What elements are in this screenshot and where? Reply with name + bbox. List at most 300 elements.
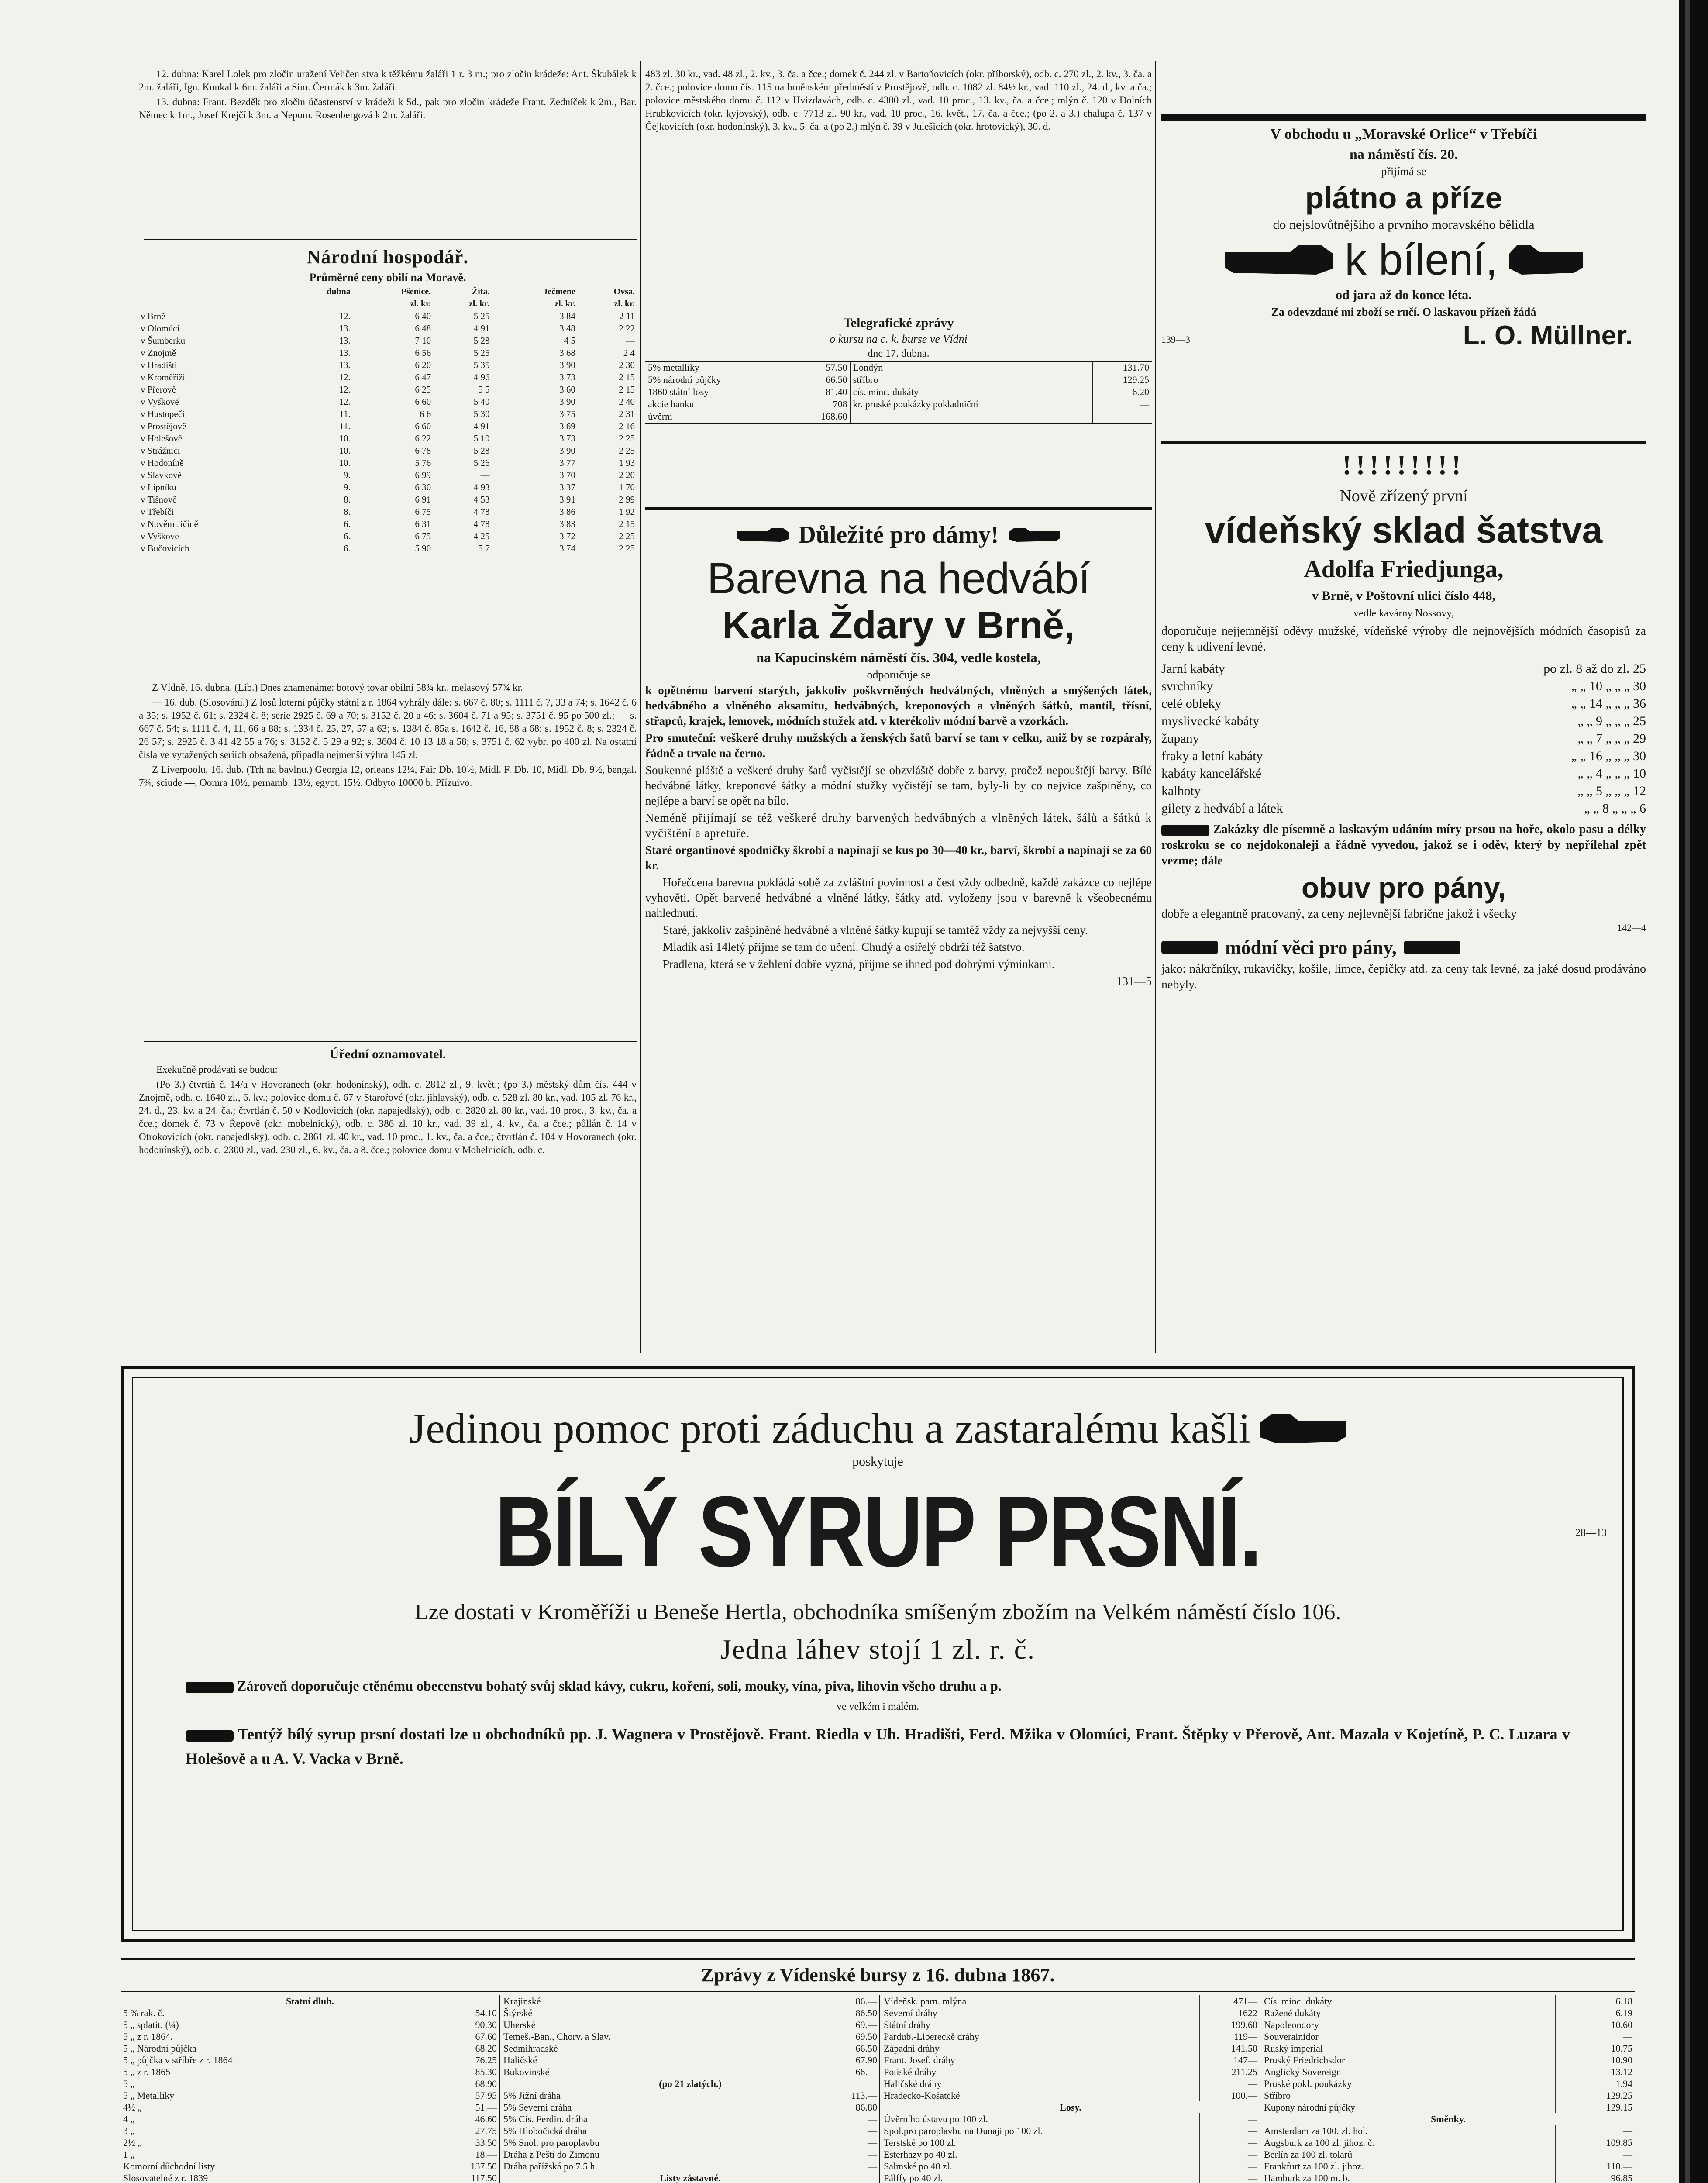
bursa-value: 10.75: [1556, 2042, 1635, 2054]
grain-cell: 4 93: [473, 482, 490, 492]
syrup-sellers: Tentýž bílý syrup prsní dostati lze u obchodníků pp. J. Wagnera v Prostějově. Frant. Riedla v Uh. Hradišti, Ferd. Mžika v Olomúci, Frant. Štěpky v Přerově, Ant. Mazala v Kojetíně, P. C. Luzara v Holešově a u A. V. Vacka v Brně.: [186, 1725, 1570, 1767]
bursa-row: [121, 2066, 499, 2078]
binding-strip: [1679, 0, 1708, 2183]
bursa-label: 5 „ půjčka v stříbře z r. 1864: [123, 2055, 233, 2066]
grain-cell: 13.: [339, 348, 351, 358]
bursa-label: 1 „: [123, 2149, 135, 2160]
orlice-line5: do nejslovůtnějšího a prvního moravského bělidla: [1273, 217, 1535, 232]
bursa-value: 211.25: [1199, 2066, 1260, 2078]
grain-col-head: Žita.: [472, 287, 490, 296]
silk-p8: Mladík asi 14letý přijme se tam do učení. Chudý a osiřelý obdrží též šatstvo.: [663, 940, 1025, 954]
bursa-label: Terstské po 100 zl.: [884, 2137, 956, 2148]
grain-cell: 3 91: [559, 494, 575, 505]
telegraph-cell: 131.70: [1123, 362, 1149, 373]
grain-row: [139, 408, 637, 420]
grain-city: v Brně: [141, 311, 165, 321]
pointing-hand-icon: [737, 526, 789, 544]
grain-cell: 13.: [339, 360, 351, 370]
grain-cell: 10.: [339, 458, 351, 468]
grain-cell: 12.: [339, 396, 351, 407]
bursa-value: —: [1556, 2125, 1635, 2137]
grain-row: [139, 420, 637, 432]
bursa-row: [1262, 2149, 1635, 2160]
pointing-hand-icon: [1225, 242, 1334, 277]
bursa-row: [882, 2160, 1260, 2172]
bursa-row: [121, 2090, 499, 2101]
bursa-value: 68.90: [418, 2078, 499, 2090]
bursa-value: —: [1199, 2113, 1260, 2125]
official-title: Úřední oznamovatel.: [329, 1047, 446, 1061]
bursa-label: Hradecko-Košatcké: [884, 2090, 960, 2101]
grain-col-head: Ovsa.: [613, 287, 635, 296]
bursa-label: Temeš.-Ban., Chorv. a Slav.: [503, 2031, 610, 2042]
price-item: Jarní kabáty: [1161, 661, 1225, 676]
bursa-value: —: [1199, 2160, 1260, 2172]
bursa-label: Slosovatelné z r. 1839: [123, 2173, 208, 2183]
grain-city: v Nověm Jičíně: [141, 519, 198, 529]
orlice-name: L. O. Müllner.: [1463, 320, 1633, 351]
divider: [1161, 441, 1646, 444]
bursa-label: Úvěrního ústavu po 100 zl.: [884, 2114, 988, 2124]
bursa-row: [882, 2172, 1260, 2183]
bursa-label: Augsburk za 100 zl. jihoz. č.: [1264, 2137, 1374, 2148]
bursa-value: 113.—: [797, 2090, 879, 2101]
official-sub: Exekučně prodávati se budou:: [156, 1064, 278, 1075]
grain-cell: 3 83: [559, 519, 575, 529]
grain-cell: 2 4: [623, 348, 635, 358]
bursa-value: 76.25: [418, 2054, 499, 2066]
bursa-row: [1262, 2172, 1635, 2183]
syrup-ref: 28—13: [1575, 1527, 1607, 1539]
grain-cell: 4 5: [564, 335, 575, 346]
bursa-label: Dráha pařížská po 7.5 h.: [503, 2161, 598, 2172]
grain-cell: 6 78: [415, 445, 431, 456]
bursa-value: —: [797, 2125, 879, 2137]
grain-cell: 3 90: [559, 396, 575, 407]
bursa-label: 2½ „: [123, 2137, 142, 2148]
grain-row: [139, 542, 637, 554]
grain-cell: 4 91: [473, 323, 490, 334]
friedjung-address: v Brně, v Poštovní ulici číslo 448,: [1312, 589, 1495, 603]
price-item: celé obleky: [1161, 696, 1222, 711]
telegraph-cell: 5% národní půjčky: [645, 374, 791, 386]
bursa-value: 129.15: [1556, 2101, 1635, 2113]
grain-col-head: Pšenice.: [401, 287, 431, 296]
bursa-value: 1622: [1199, 2007, 1260, 2019]
grain-cell: 6 22: [415, 433, 431, 444]
grain-city: v Vyškove: [141, 531, 179, 541]
divider-thick: [645, 507, 1152, 510]
grain-cell: 5 7: [478, 543, 490, 554]
grain-cell: 3 90: [559, 360, 575, 370]
bursa-row: [501, 2031, 879, 2042]
bursa-label: 5% Jižní dráha: [503, 2090, 561, 2101]
grain-cell: 3 72: [559, 531, 575, 541]
grain-cell: 3 84: [559, 311, 575, 321]
price-row: [1161, 747, 1646, 765]
bursa-row: [121, 2137, 499, 2149]
telegraph-row: [645, 374, 1152, 386]
bursa-value: 6.18: [1556, 1995, 1635, 2007]
price-item: gilety z hedvábí a látek: [1161, 801, 1283, 816]
bursa-value: 1.94: [1556, 2078, 1635, 2090]
grain-row: [139, 310, 637, 322]
bursa-row: [121, 2101, 499, 2113]
grain-cell: 1 70: [619, 482, 635, 492]
telegraph-title: Telegrafické zprávy: [843, 316, 954, 330]
grain-cell: 11.: [339, 421, 351, 431]
bursa-row: [1262, 1995, 1635, 2007]
grain-cell: 3 68: [559, 348, 575, 358]
bleaching-ad: [1161, 124, 1646, 439]
syrup-line1: Jedinou pomoc proti záduchu a zastaralému kašli: [409, 1405, 1250, 1452]
grain-cell: 6 30: [415, 482, 431, 492]
price-item: župany: [1161, 731, 1199, 746]
bursa-value: 27.75: [418, 2125, 499, 2137]
price-row: [1161, 695, 1646, 713]
grain-city: v Třebíči: [141, 506, 174, 517]
price-range: po zl. 8 až do zl. 25: [1543, 661, 1646, 676]
bursa-value: 69.—: [797, 2019, 879, 2031]
official-text: (Po 3.) čtvrtiň č. 14/a v Hovoranech (okr. hodonínský), odh. c. 2812 zl., 9. květ.; (po 3.) městský dům čís. 444 v Znojmě, odh. c. 1640 zl., 6. kv.; polovice domu č. 67 v Starořové (okr. jihlavský), odb. c. 528 zl. 80 kr., vad. 105 zl. 76 kr., 24. d., 23. kv. a 24. ča.; čtvrtlán č. 50 v Kodlovicích (okr. napajedlský), odb. c. 2820 zl. 80 kr., vad. 10 proc., 3. kv., ča. a čce.; domek č. 73 v Řepově (okr. mobelnický), odb. c. 386 zl. 10 kr., vad. 39 zl., 4. kv., ča. a čce.; půllán č. 14 v Otrokovicích (okr. napajedlský), odb. c. 2861 zl. 40 kr., vad. 10 proc., 1. kv., ča. a čce.; čtvrtlán č. 104 v Hovoranech (okr. hodonínský), odb. c. 2300 zl., vad. 230 zl., 6. kv., ča. a 8. čce.; polovice domu v Mohelnicích, odb. c.: [139, 1079, 637, 1155]
bursa-row: [501, 2172, 879, 2183]
telegraph-cell: 1860 státní losy: [645, 386, 791, 398]
grain-cell: 3 90: [559, 445, 575, 456]
bursa-row: [501, 2066, 879, 2078]
grain-row: [139, 506, 637, 518]
grain-cell: 10.: [339, 433, 351, 444]
grain-row: [139, 469, 637, 481]
economy-reports: [139, 681, 637, 1057]
bursa-row: [1262, 2090, 1635, 2101]
grain-cell: 4 91: [473, 421, 490, 431]
orlice-line1: V obchodu u „Moravské Orlice“ v Třebíči: [1270, 126, 1537, 142]
divider: [121, 1958, 1635, 1960]
orlice-line7: od jara až do konce léta.: [1336, 288, 1472, 302]
bursa-value: —: [1556, 2149, 1635, 2160]
telegraph-row: [645, 398, 1152, 410]
exclaim-row: !!!!!!!!!: [1342, 449, 1465, 480]
bursa-label: Pardub.-Libereckě dráhy: [884, 2031, 979, 2042]
court-reports: [139, 68, 637, 251]
telegraph-row: [645, 361, 1152, 374]
grain-cell: 2 16: [619, 421, 635, 431]
bursa-label: Pruský Friedrichsdor: [1264, 2055, 1345, 2066]
grain-row: [139, 396, 637, 408]
bursa-label: 5 „: [123, 2078, 135, 2089]
grain-col-head: dubna: [327, 287, 351, 296]
bursa-row: [1262, 2137, 1635, 2149]
price-row: [1161, 678, 1646, 695]
price-item: kabáty kancelářské: [1161, 766, 1262, 781]
grain-row: [139, 444, 637, 457]
grain-city: v Olomúci: [141, 323, 180, 334]
silk-p2: Pro smuteční: veškeré druhy mužských a ženských šatů barví se tam v celku, aniž by se rozpáraly, řádně a trvale na černo.: [645, 731, 1152, 760]
grain-cell: 6 60: [415, 421, 431, 431]
bursa-label: 4½ „: [123, 2102, 142, 2113]
grain-row: [139, 481, 637, 493]
price-range: „ „ 16 „ „ „ 30: [1571, 749, 1646, 763]
friedjung-name: Adolfa Friedjunga,: [1304, 556, 1504, 583]
grain-unit-row: [139, 298, 637, 310]
bursa-label: Berlín za 100 zl. tolarů: [1264, 2149, 1353, 2160]
bursa-value: 109.85: [1556, 2137, 1635, 2149]
bursa-row: [121, 2113, 499, 2125]
bursa-label: 5 „ Národní půjčka: [123, 2043, 196, 2054]
bursa-row: [1262, 2042, 1635, 2054]
syrup-title: BÍLÝ SYRUP PRSNÍ.: [495, 1475, 1261, 1587]
bursa-label: 5 % rak. č.: [123, 2007, 165, 2018]
bursa-value: 68.20: [418, 2042, 499, 2054]
bursa-label: Ruský imperial: [1264, 2043, 1323, 2054]
telegraph-date: dne 17. dubna.: [868, 348, 930, 359]
bursa-row: [501, 2054, 879, 2066]
bursa-label: Dráha z Pešti do Zimonu: [503, 2149, 599, 2160]
grain-cell: 6 20: [415, 360, 431, 370]
grain-cell: 6 56: [415, 348, 431, 358]
bursa-value: 54.10: [418, 2007, 499, 2019]
grain-cell: 9.: [344, 482, 351, 492]
pointing-hand-icon: [1161, 941, 1218, 954]
bursa-value: 18.—: [418, 2149, 499, 2160]
bursa-label: 5% Cís. Ferdin. dráha: [503, 2114, 588, 2124]
price-row: [1161, 660, 1646, 678]
silk-p9: Pradlena, která se v žehlení dobře vyzná, přijme se ihned pod dobrými výminkami.: [663, 957, 1055, 971]
grain-cell: 5 28: [473, 335, 490, 346]
silk-p7: Staré, jakkoliv zašpiněné hedvábné a vlněné šátky kupují se tamtéž vždy za nejvyšší ceny.: [663, 923, 1088, 937]
bursa-row: [1262, 2066, 1635, 2078]
grain-cell: —: [480, 470, 490, 480]
telegraph-section: [645, 314, 1152, 506]
bursa-heading: (po 21 zlatých.): [659, 2078, 722, 2089]
grain-cell: 5 28: [473, 445, 490, 456]
orlice-line4: plátno a příze: [1305, 181, 1502, 215]
bursa-value: —: [1556, 2031, 1635, 2042]
price-row: [1161, 730, 1646, 747]
divider: [144, 239, 637, 240]
grain-unit-head: zl. kr.: [614, 299, 635, 309]
telegraph-cell: [850, 410, 1093, 423]
telegraph-sub: o kursu na c. k. burse ve Vídni: [830, 333, 968, 345]
bursa-label: 5 „ z r. 1865: [123, 2066, 171, 2077]
grain-cell: 2 15: [619, 384, 635, 395]
pointing-hand-icon: [1161, 825, 1209, 836]
price-row: [1161, 782, 1646, 800]
friedjung-title: vídeňský sklad šatstva: [1205, 510, 1603, 551]
bursa-heading: Listy zástavné.: [660, 2173, 721, 2183]
bursa-row: [882, 1995, 1260, 2007]
telegraph-table: [645, 361, 1152, 424]
silk-ref: 131—5: [1116, 974, 1152, 988]
bursa-row: [501, 2090, 879, 2101]
telegraph-cell: akcie banku: [645, 398, 791, 410]
price-row: [1161, 713, 1646, 730]
column-separator: [499, 1995, 500, 2183]
grain-cell: 3 60: [559, 384, 575, 395]
syrup-also2: ve velkém i malém.: [836, 1701, 919, 1712]
price-list: [1161, 660, 1646, 817]
bursa-label: Severní dráhy: [884, 2007, 937, 2018]
syrup-also: Zároveň doporučuje ctěnému obecenstvu bohatý svůj sklad kávy, cukru, koření, soli, mouky, vína, piva, lihovin všeho druhu a p.: [237, 1678, 1002, 1694]
grain-unit-head: zl. kr.: [410, 299, 431, 309]
bursa-label: Souverainidor: [1264, 2031, 1319, 2042]
bursa-row: [882, 2066, 1260, 2078]
friedjung-new: Nově zřízený první: [1340, 487, 1468, 505]
bursa-label: Pálffy po 40 zl.: [884, 2173, 943, 2183]
bursa-label: Hamburk za 100 m. b.: [1264, 2173, 1350, 2183]
bursa-label: 5 „ Metalliky: [123, 2090, 175, 2101]
grain-cell: 4 25: [473, 531, 490, 541]
telegraph-cell: 168.60: [791, 410, 850, 423]
economy-subtitle: Průměrné ceny obilí na Moravě.: [309, 271, 466, 284]
grain-cell: 8.: [344, 494, 351, 505]
bursa-value: 199.60: [1199, 2019, 1260, 2031]
bursa-label: 5 „ z r. 1864.: [123, 2031, 173, 2042]
bursa-value: 51.—: [418, 2101, 499, 2113]
grain-cell: 6 6: [419, 409, 431, 419]
grain-cell: 5 30: [473, 409, 490, 419]
price-range: „ „ 14 „ „ „ 36: [1571, 696, 1646, 711]
bursa-value: —: [797, 2160, 879, 2172]
grain-row: [139, 530, 637, 542]
grain-city: v Vyškově: [141, 396, 179, 407]
bursa-label: Komorní důchodní listy: [123, 2161, 215, 2172]
grain-header-row: [139, 286, 637, 298]
grain-row: [139, 371, 637, 383]
grain-city: v Hodoníně: [141, 458, 184, 468]
silk-dyeing-ad: [645, 515, 1152, 1351]
grain-unit-head: zl. kr.: [554, 299, 575, 309]
grain-city: v Holešově: [141, 433, 183, 444]
bursa-row: [121, 2125, 499, 2137]
telegraph-cell: 81.40: [791, 386, 850, 398]
bursa-label: Kupony národní půjčky: [1264, 2102, 1355, 2113]
bursa-row: [882, 2113, 1260, 2125]
bursa-row: [882, 2090, 1260, 2101]
pointing-hand-icon: [186, 1682, 234, 1693]
bursa-label: Bukovinské: [503, 2066, 550, 2077]
grain-cell: 4 78: [473, 519, 490, 529]
price-row: [1161, 800, 1646, 817]
bursa-label: Haličské dráhy: [884, 2078, 942, 2089]
grain-cell: 2 25: [619, 543, 635, 554]
bursa-row: [501, 2101, 879, 2113]
grain-city: v Slavkově: [141, 470, 182, 480]
silk-address: na Kapucinském náměstí čís. 304, vedle kostela,: [756, 650, 1041, 665]
grain-cell: 2 99: [619, 494, 635, 505]
bursa-label: Anglický Sovereign: [1264, 2066, 1341, 2077]
grain-cell: 3 77: [559, 458, 575, 468]
bursa-label: Západní dráhy: [884, 2043, 940, 2054]
grain-cell: 2 40: [619, 396, 635, 407]
grain-row: [139, 322, 637, 334]
bursa-value: 147—: [1199, 2054, 1260, 2066]
friedjung-orders: Zakázky dle písemně a laskavým udáním míry prsou na hoře, okolo pasu a délky roskroku se co nejdokonaleji a řádně vyvedou, jakož se i oděv, který by nepřílehal zpět vezme; dále: [1161, 823, 1646, 868]
auction-text: 483 zl. 30 kr., vad. 48 zl., 2. kv., 3. ča. a čce.; domek č. 244 zl. v Bartoňovicích (okr. příborský), odb. c. 270 zl., 2. kv., 3. ča. a 2. čce.; polovice domu čís. 115 na brněnském předměstí v Prostějově, odb. c. 1082 zl. 84½ kr., vad. 110 zl., 24. d., kv. a ča.; polovice městského domu č. 112 v Hvizdavách, odb. c. 4300 zl., vad. 10 proc., 13. kv., ča. a čce.; mlýn č. 120 v Dolních Hrubkovicích (okr. kyjovský), odb. c. 7713 zl. 90 kr., vad. 10 proc., 16. květ., 17. ča. a čce.; (po 2. a 3.) chalupa č. 137 v Čejkovicích (okr. hodonínský), 3. kv., 5. ča. a (po 2.) mlýn č. 39 v Julešicích (okr. hrotovický), 30. d.: [645, 69, 1152, 132]
important-banner: [645, 515, 1152, 554]
bursa-row: [882, 2137, 1260, 2149]
bursa-value: 90.30: [418, 2019, 499, 2031]
bursa-value: —: [1199, 2172, 1260, 2183]
bursa-label: Frant. Josef. dráhy: [884, 2055, 955, 2066]
silk-p4: Neméně přijímají se též veškeré druhy barvených hedvábných a vlněných látek, šálů a šátků k vyčištění a apretuře.: [645, 811, 1152, 840]
bursa-title: Zprávy z Vídenské bursy z 16. dubna 1867.: [701, 1964, 1055, 1986]
telegraph-cell: kr. pruské poukázky pokladniční: [850, 398, 1093, 410]
bursa-row: [121, 2149, 499, 2160]
telegraph-cell: 66.50: [791, 374, 850, 386]
grain-cell: 1 92: [619, 506, 635, 517]
grain-cell: 3 69: [559, 421, 575, 431]
orlice-line2: na náměstí čís. 20.: [1350, 146, 1458, 162]
silk-title-2: Karla Ždary v Brně,: [722, 603, 1075, 647]
bursa-value: 129.25: [1556, 2090, 1635, 2101]
grain-city: v Lipníku: [141, 482, 177, 492]
price-range: „ „ 8 „ „ „ 6: [1584, 801, 1646, 816]
grain-cell: 2 15: [619, 372, 635, 382]
grain-cell: 2 22: [619, 323, 635, 334]
bursa-row: [1262, 2113, 1635, 2125]
bursa-row: [121, 1995, 499, 2007]
grain-city: v Znojmě: [141, 348, 176, 358]
grain-cell: 7 10: [415, 335, 431, 346]
grain-cell: 10.: [339, 445, 351, 456]
bursa-value: 137.50: [418, 2160, 499, 2172]
lottery-report: — 16. dub. (Slosování.) Z losů loterní půjčky státní z r. 1864 vyhrály dále: s. 667 č. 80; s. 1111 č. 7, 33 a 74; s. 1642 č. 6 a 35; s. 1952 č. 61; s. 2324 č. 8; serie 2925 č. 69 a 70; s. 3152 č. 20 a 46; s. 3604 č. 71 a 95; s. 3751 č. 95 po 500 zl.; — s. 667 č. 54; s. 1111 č. 4, 11, 66 a 88; s. 1334 č. 25, 27, 57 a 63; s. 1384 č. 85a s. 1642 č. 16, 88 a 68; s. 1952 č. 8; s. 2324 č. 26 57; s. 2925 č. 3 41 42 55 a 76; s. 3152 č. 5 29 a 92; s. 3604 č. 10 13 18 a 58; s. 3751 č. 62 vybr. po 400 zl. Na ostatní čísla ve vytažených seriích obsažená, připadla nejmenší výhra 145 zl.: [139, 697, 637, 760]
grain-cell: 9.: [344, 470, 351, 480]
grain-cell: 6 91: [415, 494, 431, 505]
economy-title: Národní hospodář.: [306, 246, 469, 268]
grain-row: [139, 493, 637, 506]
grain-cell: 12.: [339, 311, 351, 321]
grain-city: v Bučovicích: [141, 543, 189, 554]
bursa-label: Salmské po 40 zl.: [884, 2161, 952, 2172]
friedjung-intro: doporučuje nejjemnější oděvy mužské, vídeňské výroby dle nejnovějších módních časopisů za ceny k udivení levné.: [1161, 624, 1646, 654]
bursa-label: Frankfurt za 100 zl. jihoz.: [1264, 2161, 1364, 2172]
grain-cell: —: [626, 335, 635, 346]
grain-cell: 2 31: [619, 409, 635, 419]
bursa-row: [501, 2125, 879, 2137]
bursa-col-4: [1262, 1995, 1635, 2183]
bursa-col-2: [501, 1995, 879, 2183]
grain-cell: 13.: [339, 323, 351, 334]
grain-city: v Tišnově: [141, 494, 177, 505]
bursa-value: 69.50: [797, 2031, 879, 2042]
grain-cell: 11.: [339, 409, 351, 419]
telegraph-cell: cís. minc. dukáty: [850, 386, 1093, 398]
bursa-label: Krajinské: [503, 1996, 541, 2007]
grain-cell: 3 74: [559, 543, 575, 554]
silk-p5: Staré organtinové spodničky škrobí a napínají se kus po 30—40 kr., barví, škrobí a napínají se za 60 kr.: [645, 844, 1152, 872]
grain-cell: 3 37: [559, 482, 575, 492]
grain-cell: 6.: [344, 543, 351, 554]
binding-shadow: [1685, 0, 1690, 2183]
bursa-value: —: [1199, 2137, 1260, 2149]
bursa-row: [121, 2019, 499, 2031]
friedjung-ref: 142—4: [1617, 922, 1646, 933]
telegraph-cell: 6.20: [1132, 386, 1149, 397]
bursa-label: Sedmihradské: [503, 2043, 558, 2054]
pointing-hand-icon: [1008, 526, 1060, 544]
orlice-line3: přijímá se: [1381, 165, 1426, 178]
bursa-value: 67.60: [418, 2031, 499, 2042]
telegraph-cell: Londýn: [850, 361, 1093, 374]
bursa-value: 96.85: [1556, 2172, 1635, 2183]
bursa-label: 5 „ splatit. (¼): [123, 2019, 179, 2030]
grain-cell: 6 60: [415, 396, 431, 407]
bursa-label: Uherské: [503, 2019, 536, 2030]
silk-p6: Hořečcena barevna pokládá sobě za zvláštní povinnost a čest vždy odbedně, každé zakázce co nejlépe vyhověti. Opět barvené hedvábné a vlněné látky, šátky atd. vyloženy jsou v barevně k všeobecnému nahlednutí.: [645, 876, 1152, 919]
telegraph-cell: stříbro: [850, 374, 1093, 386]
